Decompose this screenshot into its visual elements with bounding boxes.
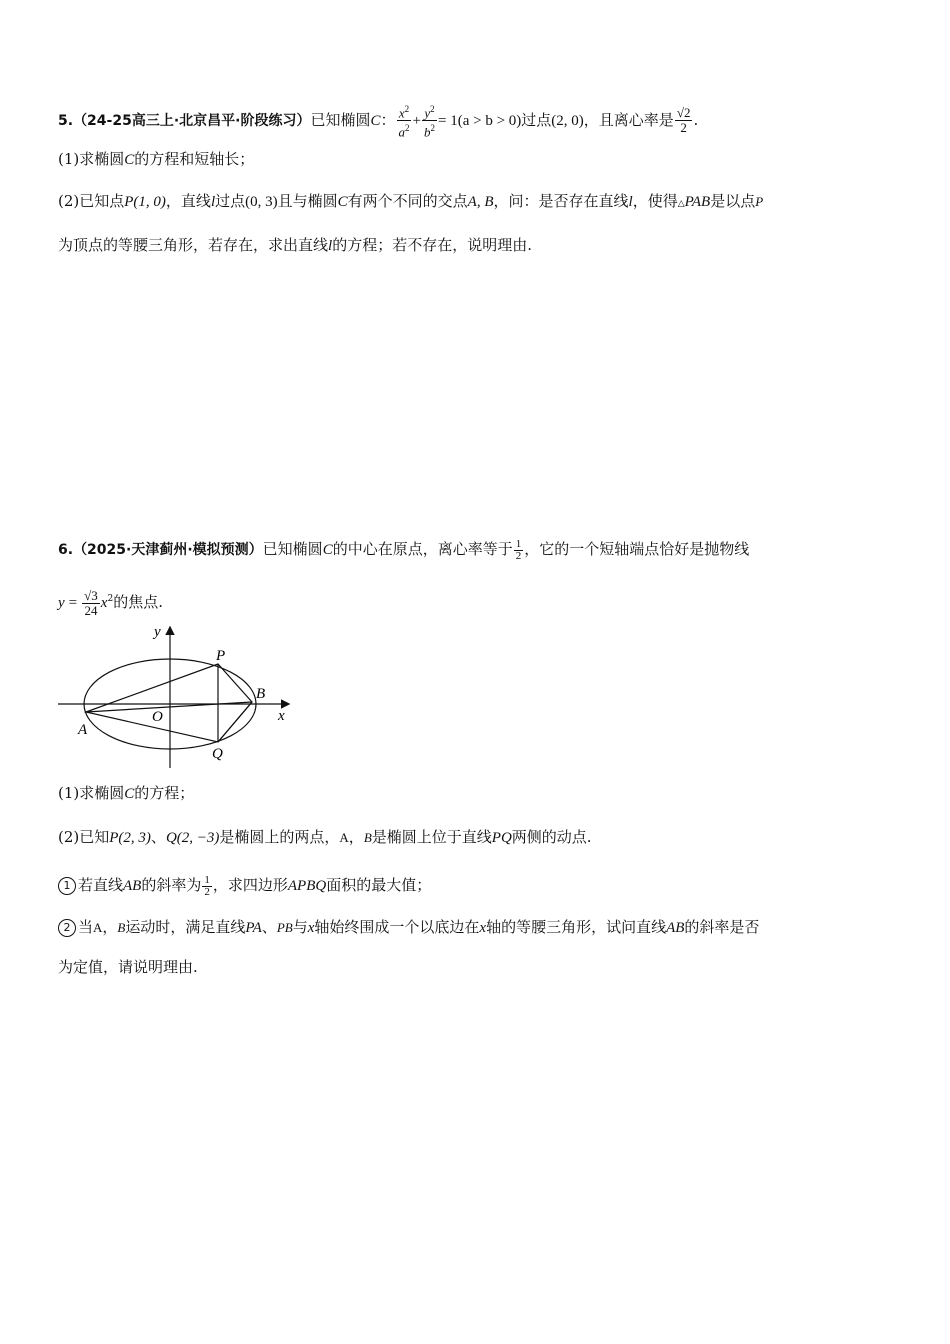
- q6-p2-sep: 、: [150, 828, 166, 846]
- q6-s1-text-c: ，求四边形: [212, 876, 288, 894]
- q6-p2-comma: ，: [348, 828, 364, 846]
- q6-p1-text-a: 求椭圆: [79, 784, 125, 802]
- q5-point: (2, 0): [551, 112, 584, 129]
- q6-s2-text-a: 当: [78, 918, 94, 936]
- q5-p2-C: C: [337, 194, 348, 210]
- q6-s2-AB: AB: [666, 920, 685, 936]
- q6-p2-P: P(2, 3): [109, 830, 151, 846]
- q6-s2-line2: 为定值，请说明理由.: [58, 958, 198, 976]
- q6-number: 6.: [58, 542, 74, 558]
- q6-p2-B: B: [363, 830, 372, 845]
- q5-p2-text-d: 且与椭圆: [277, 192, 338, 210]
- q6-p1-C: C: [124, 786, 135, 802]
- q5-p2-line2-b: 的方程；若不存在，说明理由.: [332, 236, 532, 254]
- q5-ecc-den: 2: [680, 120, 687, 136]
- q6-half-den: 2: [515, 549, 522, 562]
- q5-stem: 5.（24-25高三上·北京昌平·阶段练习）已知椭圆C： $\frac{x^2}{a^2}$ + $\frac{y^2}{b^2}$ = 1(a > b > 0)过点(2, 0)，且离心率是 $\frac{√2}{2}$ .: [58, 104, 699, 140]
- label-x: x: [278, 708, 285, 724]
- q6-s2-text-b: 运动时，满足直线: [125, 918, 246, 936]
- q6-half-num: 1: [515, 537, 522, 550]
- q6-s2-A: A: [93, 920, 103, 935]
- circled-one-icon: 1: [58, 877, 76, 895]
- q5-number: 5.: [58, 112, 74, 129]
- q6-stem-c: ，它的一个短轴端点恰好是抛物线: [524, 540, 750, 558]
- q5-stem-c: ，且离心率是: [583, 110, 674, 129]
- q6-sub1: [58, 874, 431, 898]
- q5-p2-AB: A, B: [467, 194, 494, 210]
- q6-s2-x2: x: [479, 920, 487, 936]
- q5-stem-text: 已知椭圆: [310, 110, 371, 129]
- q5-p2-l3: l: [328, 238, 333, 254]
- q6-s2-B: B: [117, 920, 126, 935]
- q5-stem-b: 过点: [521, 110, 552, 129]
- q6-p1-label: (1): [58, 784, 80, 802]
- q5-p1-C: C: [124, 152, 135, 168]
- q5-part1: [58, 148, 254, 171]
- q5-part2: [58, 190, 763, 215]
- q6-s2-text-f: 的斜率是否: [684, 918, 760, 936]
- q6-p2-label: (2): [58, 828, 80, 846]
- q6-p2-A: A: [339, 830, 349, 845]
- q5-p2-text-b: ，直线: [165, 192, 211, 210]
- q5-p2-text-h: 是以点: [710, 192, 756, 210]
- q6-part1: [58, 782, 194, 805]
- q6-parabola: y = $\frac{√3}{24}$ $x^2$的焦点.: [58, 587, 163, 618]
- q5-b: b: [424, 124, 431, 140]
- q6-para-fraction: [82, 589, 100, 618]
- q5-eq-tail: = 1(a > b > 0): [438, 112, 522, 129]
- q6-p2-text-a: 已知: [79, 828, 110, 846]
- circled-two-icon: 2: [58, 919, 76, 937]
- q5-p2-label: (2): [58, 192, 80, 210]
- q6-s1-num: 1: [204, 873, 210, 886]
- q6-para-x: x: [100, 595, 108, 611]
- q5-ellipse-name: C: [370, 112, 381, 129]
- q5-colon: ：: [380, 110, 396, 129]
- q6-para-num: √3: [84, 587, 98, 603]
- q6-s1-APBQ: APBQ: [287, 878, 327, 894]
- triangle-icon: △: [677, 199, 685, 209]
- q6-s1-AB: AB: [123, 878, 142, 894]
- q6-para-den: 24: [84, 602, 98, 618]
- q6-p1-text-b: 的方程；: [134, 784, 195, 802]
- q6-half: [514, 539, 524, 562]
- q5-p2-PAB: PAB: [684, 194, 711, 210]
- q6-s1-text-a: 若直线: [78, 876, 124, 894]
- q6-s2-text-e: 轴的等腰三角形，试问直线: [486, 918, 667, 936]
- q6-para-tail: 的焦点.: [113, 593, 163, 611]
- q6-C: C: [322, 542, 333, 558]
- q6-source: （2025·天津蓟州·模拟预测）: [73, 542, 263, 558]
- q6-stem: [58, 538, 749, 562]
- q6-stem-b: 的中心在原点，离心率等于: [332, 540, 513, 558]
- q6-p2-Q: Q(2, −3): [165, 830, 220, 846]
- q6-s1-text-b: 的斜率为: [141, 876, 202, 894]
- q6-s2-text-c: 与: [292, 918, 308, 936]
- q5-fraction-y: $\frac{y^2}{b^2}$: [424, 104, 435, 140]
- q5-ecc-num: √2: [676, 105, 691, 121]
- label-P: P: [216, 648, 226, 664]
- q5-p2-pt: (0, 3): [245, 194, 278, 210]
- segment-QB-inner: [218, 702, 252, 742]
- q6-p2-text-d: 两侧的动点.: [511, 828, 592, 846]
- q5-period: .: [693, 110, 699, 129]
- q5-p2-text-f: ，问：是否存在直线: [493, 192, 629, 210]
- q5-part2-cont: [58, 234, 532, 257]
- q5-p2-text-c: 过点: [215, 192, 246, 210]
- q5-p2-text-g: ，使得: [632, 192, 678, 210]
- q6-s2-PB: PB: [276, 920, 293, 935]
- q6-s1-fraction: [202, 875, 212, 898]
- q6-sub2: [58, 916, 759, 939]
- q5-p2-Pp: P: [755, 194, 764, 209]
- q6-part2: [58, 826, 592, 849]
- q5-source: （24-25高三上·北京昌平·阶段练习）: [73, 112, 311, 129]
- q6-stem-a: 已知椭圆: [262, 540, 323, 558]
- q6-s2-sep: 、: [261, 918, 277, 936]
- q5-p2-l2: l: [628, 194, 633, 210]
- q6-s2-comma: ，: [102, 918, 118, 936]
- q5-p2-line2-a: 为顶点的等腰三角形，若存在，求出直线: [58, 236, 329, 254]
- q6-p2-text-c: 是椭圆上位于直线: [371, 828, 492, 846]
- q5-eccentricity: [675, 106, 693, 135]
- q6-s2-x: x: [307, 920, 315, 936]
- q5-p2-P: P(1, 0): [124, 194, 166, 210]
- q5-p1-text-b: 的方程和短轴长；: [134, 150, 255, 168]
- q5-p1-label: (1): [58, 150, 80, 168]
- q5-fraction-x: $\frac{x^2}{a^2}$: [398, 104, 410, 140]
- label-A: A: [78, 722, 88, 738]
- ellipse-figure: [56, 620, 306, 770]
- q5-p2-text-a: 已知点: [79, 192, 125, 210]
- q6-s1-text-d: 面积的最大值；: [326, 876, 432, 894]
- q5-y: y: [424, 105, 431, 121]
- q5-p1-text-a: 求椭圆: [79, 150, 125, 168]
- q6-sub2-cont: [58, 956, 198, 978]
- q5-p2-text-e: 有两个不同的交点: [347, 192, 468, 210]
- label-y: y: [154, 624, 161, 640]
- q6-s2-PA: PA: [245, 920, 262, 936]
- q5-p2-l: l: [210, 194, 216, 210]
- label-O: O: [152, 709, 163, 725]
- q6-p2-PQ: PQ: [491, 830, 512, 846]
- label-B: B: [256, 686, 266, 702]
- q6-s2-text-d: 轴始终围成一个以底边在: [314, 918, 480, 936]
- q6-s1-den: 2: [204, 885, 210, 898]
- q6-para-eq: =: [68, 595, 78, 611]
- q6-para-y: y: [58, 595, 65, 611]
- q5-a: a: [398, 124, 406, 140]
- label-Q: Q: [212, 746, 223, 762]
- q5-x: x: [398, 105, 405, 121]
- q6-p2-text-b: 是椭圆上的两点，: [219, 828, 340, 846]
